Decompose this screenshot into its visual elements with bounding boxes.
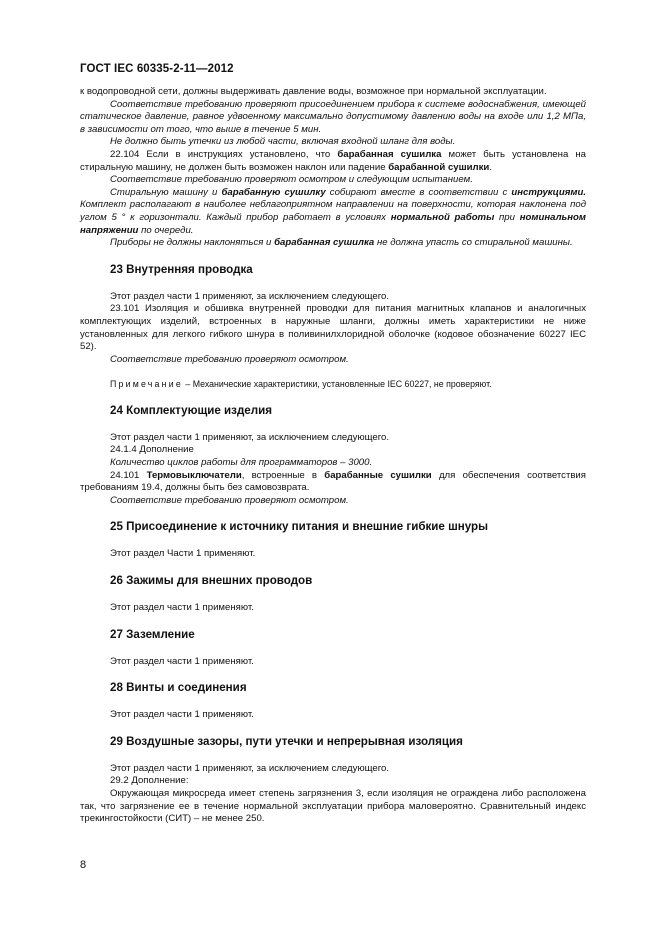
paragraph: Этот раздел части 1 применяют. xyxy=(110,602,254,614)
section-heading-25: 25 Присоединение к источнику питания и внешние гибкие шнуры xyxy=(110,520,489,534)
clause-24-101: 24.101 Термовыключатели, встроенные в барабанные сушилки для обеспечения соответствия требованиям 19.4, должны быть без самовозврата. xyxy=(80,469,586,494)
paragraph: Соответствие требованию проверяют осмотром. xyxy=(110,494,349,506)
note: Примечание – Механические характеристики, установленные IEC 60227, не проверяют. xyxy=(110,379,492,390)
clause-23-101: 23.101 Изоляция и обшивка внутренней проводки для питания магнитных клапанов и аналогичных комплектующих изделий, встроенных в наружные шланги, должны иметь характеристики не ниже установленных для легкого гибкого шнура в поливинилхлоридной оболочке (кодовое обозначение 60227 IEC 52). xyxy=(80,303,586,353)
paragraph: к водопроводной сети, должны выдерживать давление воды, возможное при нормальной эксплуатации. xyxy=(80,86,547,97)
section-heading-29: 29 Воздушные зазоры, пути утечки и непрерывная изоляция xyxy=(110,734,463,748)
paragraph: Этот раздел Части 1 применяют. xyxy=(110,548,256,560)
section-heading-27: 27 Заземление xyxy=(110,627,195,641)
section-heading-23: 23 Внутренняя проводка xyxy=(110,262,253,276)
paragraph: Этот раздел части 1 применяют, за исключением следующего. xyxy=(110,431,390,443)
paragraph: Количество циклов работы для программаторов – 3000. xyxy=(110,457,373,469)
document-body xyxy=(80,86,586,826)
paragraph: Не должно быть утечки из любой части, включая входной шланг для воды. xyxy=(110,136,456,148)
paragraph: Этот раздел части 1 применяют. xyxy=(110,655,254,667)
paragraph: Этот раздел части 1 применяют. xyxy=(110,709,254,721)
paragraph: Соответствие требованию проверяют осмотром и следующим испытанием. xyxy=(110,174,473,186)
page-number: 8 xyxy=(80,859,87,871)
paragraph: Этот раздел части 1 применяют, за исключением следующего. xyxy=(110,762,390,774)
section-heading-26: 26 Зажимы для внешних проводов xyxy=(110,574,313,588)
paragraph: Приборы не должны наклоняться и барабанная сушилка не должна упасть со стиральной машины. xyxy=(110,237,573,249)
section-heading-28: 28 Винты и соединения xyxy=(110,681,247,695)
section-heading-24: 24 Комплектующие изделия xyxy=(110,403,273,417)
document-header: ГОСТ IEC 60335-2-11—2012 xyxy=(80,63,234,75)
paragraph: Соответствие требованию проверяют присоединением прибора к системе водоснабжения, имеющей статическое давление, равное удвоенному максимально допустимому давлению воды на входе или 1,2 МПа, в зависимости от того, что выше в течение 5 мин. xyxy=(80,98,586,135)
paragraph: Окружающая микросреда имеет степень загрязнения 3, если изоляция не ограждена либо расположена так, что загрязнение ее в течение нормальной эксплуатации прибора маловероятно. Сравнительный индекс трекингостойкости (СИТ) – не менее 250. xyxy=(80,788,586,825)
paragraph: 29.2 Дополнение: xyxy=(110,775,189,787)
paragraph: 24.1.4 Дополнение xyxy=(110,444,194,456)
clause-22-104: 22.104 Если в инструкциях установлено, что барабанная сушилка может быть установлена на стиральную машину, не должен быть возможен наклон или падение барабанной сушилки. xyxy=(80,148,586,173)
paragraph: Соответствие требованию проверяют осмотром. xyxy=(110,353,349,365)
paragraph: Этот раздел части 1 применяют, за исключением следующего. xyxy=(110,290,390,302)
paragraph: Стиральную машину и барабанную сушилку собирают вместе в соответствии с инструкциями. Комплект располагают в наиболее неблагоприятном направлении на поверхности, которая наклонена под углом 5 ° к горизонтали. Каждый прибор работает в условиях нормальной работы при номинальном напряжении по очереди. xyxy=(80,186,586,236)
